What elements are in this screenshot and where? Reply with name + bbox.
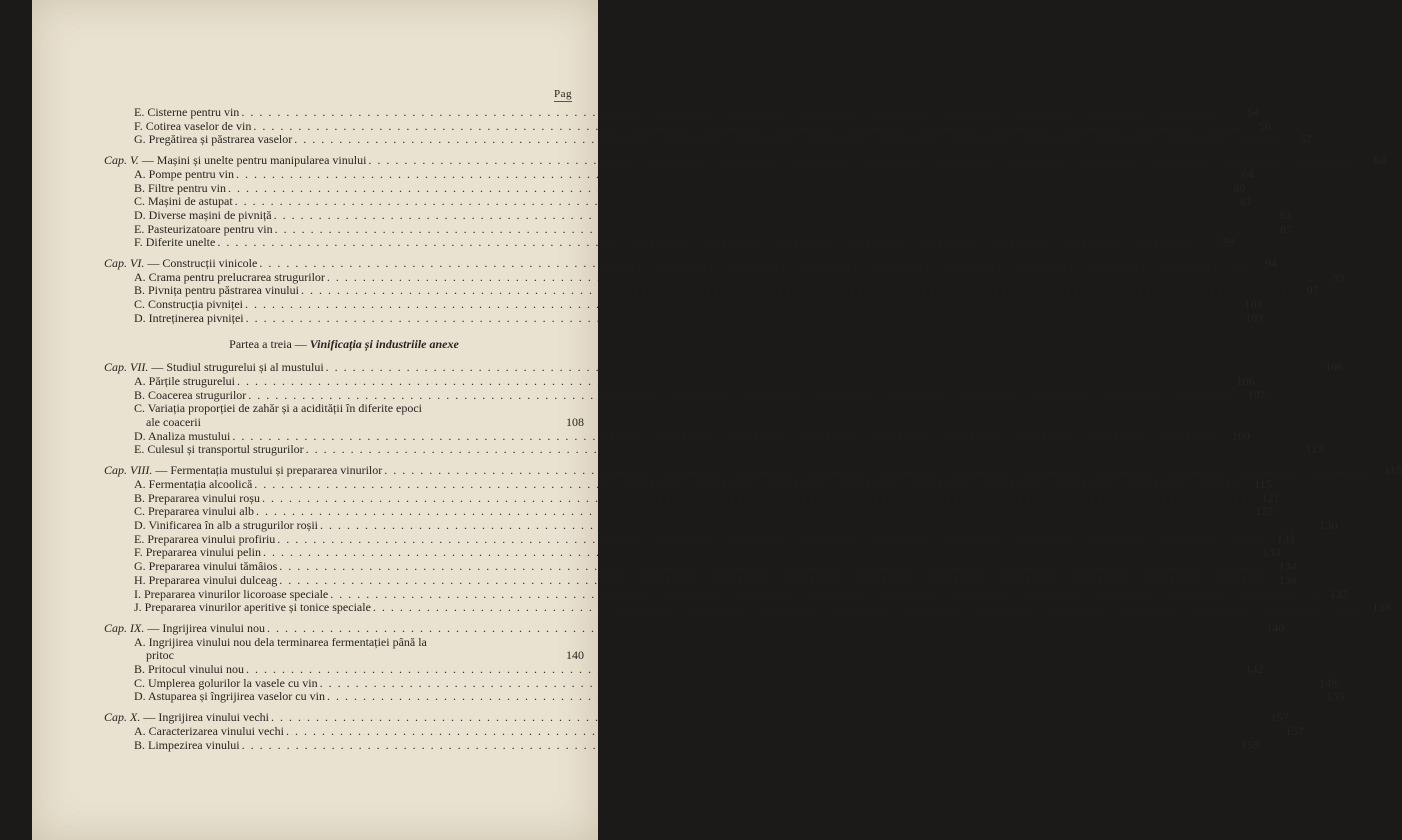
toc-entry: B. Filtre pentru vin . . . 69 — [104, 182, 584, 196]
toc-entry: D. Diverse mașini de pivniță . . . 83 — [104, 209, 584, 223]
toc-entry: E. Pasteurizatoare pentru vin . . . 87 — [104, 223, 584, 237]
chapter-heading: Cap. VIII. — Fermentația mustului și prepararea vinurilor . . . 115 — [104, 464, 584, 478]
leader-dots — [306, 443, 1292, 457]
leader-dots — [271, 711, 1257, 725]
leader-dots — [301, 284, 1287, 298]
toc-chapter-7 — [104, 360, 1344, 457]
leader-dots — [373, 601, 1359, 615]
toc-entry: B. Prepararea vinului roșu . . . 121 — [104, 492, 584, 506]
leader-dots — [217, 236, 1203, 250]
toc-entry: B. Pritocul vinului nou . . . 142 — [104, 663, 584, 677]
leader-dots — [241, 106, 1227, 120]
leader-dots — [236, 168, 1222, 182]
leader-dots — [232, 430, 1218, 444]
leader-dots — [274, 209, 1260, 223]
leader-dots — [330, 588, 1316, 602]
toc-chapter-8 — [104, 463, 1402, 615]
leader-dots — [279, 574, 1265, 588]
leader-dots — [262, 492, 1248, 506]
toc-entry: C. Mașini de astupat . . . 81 — [104, 195, 584, 209]
toc-entry: F. Diferite unelte . . . 89 — [104, 236, 584, 250]
chapter-heading: Cap. IX. — Ingrijirea vinului nou . . . 140 — [104, 622, 584, 636]
toc-entry: C. Prepararea vinului alb . . . 127 — [104, 505, 584, 519]
toc-entry: J. Prepararea vinurilor aperitive și tonice speciale . . . 138 — [104, 601, 584, 615]
leader-dots — [327, 271, 1313, 285]
toc-entry-multiline: C. Variația proporției de zahăr și a acidității în diferite epoci ale coacerii 108 — [134, 401, 584, 430]
leader-dots — [228, 182, 1214, 196]
toc-chapter-10 — [104, 710, 1304, 752]
toc-entry-multiline: A. Ingrijirea vinului nou dela terminarea fermentației până la pritoc 140 — [134, 634, 584, 663]
toc-entry: F. Prepararea vinului pelin . . . 133 — [104, 546, 584, 560]
toc-entry: D. Analiza mustului . . . 109 — [104, 430, 584, 444]
toc-entry: B. Pivnița pentru păstrarea vinului . . . 97 — [104, 284, 584, 298]
leader-dots — [286, 725, 1272, 739]
leader-dots — [235, 195, 1221, 209]
toc-chapter-6 — [104, 256, 1345, 326]
toc-entry: I. Prepararea vinurilor licoroase speciale . . . 137 — [104, 588, 584, 602]
toc-entry: E. Culesul și transportul strugurilor . . . 113 — [104, 443, 584, 457]
leader-dots — [320, 677, 1306, 691]
toc-entry: F. Cotirea vaselor de vin . . . 56 — [104, 120, 584, 134]
leader-dots — [279, 560, 1265, 574]
part-heading: Partea a treia — Vinificația și industriile anexe — [229, 336, 459, 351]
toc-chapter-5 — [104, 153, 1386, 250]
chapter-heading: Cap. V. — Mașini și unelte pentru manipularea vinului . . . 64 — [104, 154, 584, 168]
leader-dots — [275, 223, 1261, 237]
leader-dots — [327, 690, 1313, 704]
chapter-heading: Cap. X. — Ingrijirea vinului vechi . . . 157 — [104, 711, 584, 725]
leader-dots — [254, 478, 1240, 492]
toc-entry: D. Vinificarea în alb a strugurilor roșii . . . 130 — [104, 519, 584, 533]
leader-dots — [248, 389, 1234, 403]
book-page — [32, 0, 1402, 840]
chapter-heading: Cap. VI. — Construcții vinicole . . . 94 — [104, 257, 584, 271]
leader-dots — [246, 312, 1232, 326]
leader-dots — [263, 546, 1249, 560]
toc-entry: H. Prepararea vinului dulceag . . . 136 — [104, 574, 584, 588]
leader-dots — [368, 154, 1354, 168]
leader-dots — [259, 257, 1245, 271]
leader-dots — [320, 519, 1306, 533]
leader-dots — [256, 505, 1242, 519]
toc-entry: G. Prepararea vinului tămâios . . . 134 — [104, 560, 584, 574]
toc-entry: A. Pompe pentru vin . . . 64 — [104, 168, 584, 182]
leader-dots — [326, 361, 1312, 375]
toc-entry: G. Pregătirea și păstrarea vaselor . . . 57 — [104, 133, 584, 147]
toc-chapter-9 — [104, 620, 1345, 704]
leader-dots — [246, 663, 1232, 677]
toc-entry: A. Crama pentru prelucrarea strugurilor . . . 95 — [104, 271, 584, 285]
toc-entry: A. Părțile strugurelui . . . 106 — [104, 375, 584, 389]
page-column-header: Pag — [554, 88, 572, 100]
toc-entry: E. Prepararea vinului profiriu . . . 133 — [104, 533, 584, 547]
toc-entry: C. Umplerea golurilor la vasele cu vin . . . 148 — [104, 677, 584, 691]
leader-dots — [245, 298, 1231, 312]
toc-entry: E. Cisterne pentru vin . . . 54 — [104, 106, 584, 120]
table-of-contents — [104, 105, 1402, 759]
toc-entry: C. Construcția pivniței . . . 101 — [104, 298, 584, 312]
toc-group-continuation — [104, 105, 1312, 147]
toc-entry: B. Limpezirea vinului . . . 158 — [104, 739, 584, 753]
leader-dots — [384, 464, 1370, 478]
toc-entry: B. Coacerea strugurilor . . . 107 — [104, 389, 584, 403]
toc-entry: A. Fermentația alcoolică . . . 115 — [104, 478, 584, 492]
toc-entry: A. Caracterizarea vinului vechi . . . 157 — [104, 725, 584, 739]
leader-dots — [253, 120, 1239, 134]
leader-dots — [294, 133, 1280, 147]
toc-entry: D. Astuparea și îngrijirea vaselor cu vin . . . 155 — [104, 690, 584, 704]
chapter-heading: Cap. VII. — Studiul strugurelui și al mustului . . . 106 — [104, 361, 584, 375]
leader-dots — [237, 375, 1223, 389]
leader-dots — [277, 533, 1263, 547]
toc-entry: D. Intreținerea pivniței . . . 103 — [104, 312, 584, 326]
leader-dots — [242, 739, 1228, 753]
leader-dots — [267, 622, 1253, 636]
